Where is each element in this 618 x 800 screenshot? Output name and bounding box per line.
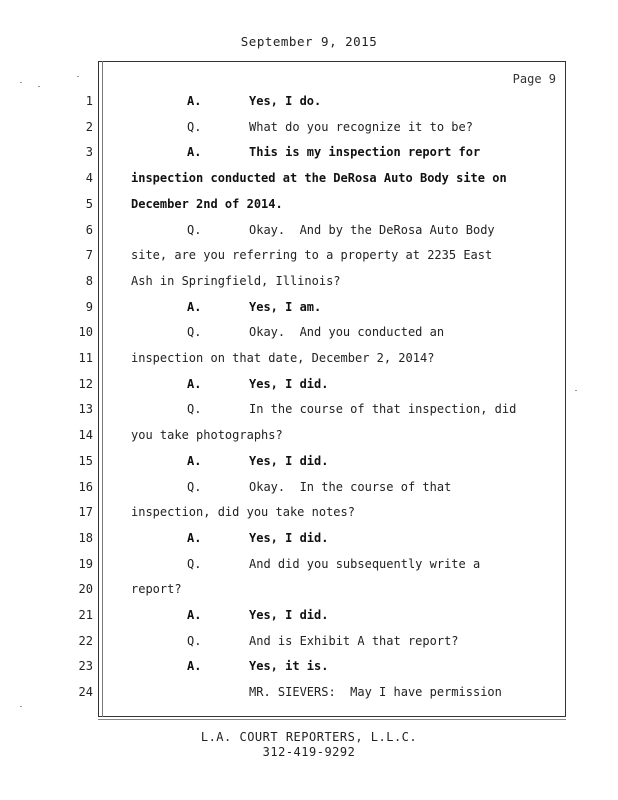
line-text: inspection on that date, December 2, 2014? xyxy=(131,351,435,365)
line-text: Yes, I do. xyxy=(249,94,322,108)
line-text: you take photographs? xyxy=(131,428,283,443)
line-number: 24 xyxy=(78,685,93,700)
line-number: 4 xyxy=(85,171,93,186)
line-number: 11 xyxy=(78,351,93,365)
line-text: Yes, I did. xyxy=(249,530,329,545)
line-speaker: A. xyxy=(187,659,202,674)
line-text: And did you subsequently write a xyxy=(249,556,481,571)
line-number: 22 xyxy=(78,633,93,648)
line-number: 1 xyxy=(85,94,93,108)
line-speaker: A. xyxy=(187,376,202,391)
line-speaker: Q. xyxy=(187,119,202,134)
line-number: 15 xyxy=(78,453,93,468)
line-text: Okay. And by the DeRosa Auto Body xyxy=(249,222,495,237)
line-number: 12 xyxy=(78,376,93,391)
scan-speck xyxy=(575,390,577,391)
line-number: 17 xyxy=(78,505,93,520)
transcript-frame xyxy=(98,61,566,717)
scan-speck xyxy=(20,82,22,83)
frame-bottom-rule xyxy=(98,719,566,720)
line-text: Yes, I did. xyxy=(249,376,329,391)
scan-speck xyxy=(20,706,22,707)
line-number: 14 xyxy=(78,428,93,443)
line-text: Yes, it is. xyxy=(249,659,329,674)
line-text: Ash in Springfield, Illinois? xyxy=(131,273,341,288)
line-text: MR. SIEVERS: May I have permission xyxy=(249,685,502,700)
footer-company: L.A. COURT REPORTERS, L.L.C. xyxy=(200,730,418,744)
line-text: This is my inspection report for xyxy=(249,145,481,160)
line-number: 7 xyxy=(85,248,93,263)
line-number: 19 xyxy=(78,556,93,571)
line-speaker: Q. xyxy=(187,222,202,237)
line-number: 9 xyxy=(85,299,93,314)
scan-speck xyxy=(77,76,79,77)
line-speaker: A. xyxy=(187,145,202,160)
line-number: 5 xyxy=(85,196,93,211)
scan-speck xyxy=(38,86,40,87)
line-speaker: Q. xyxy=(187,402,202,417)
line-speaker: A. xyxy=(187,530,202,545)
line-speaker: Q. xyxy=(187,556,202,571)
line-number: 8 xyxy=(85,273,93,288)
line-number: 18 xyxy=(78,530,93,545)
line-text: site, are you referring to a property at 2235 East xyxy=(131,248,493,263)
line-number: 6 xyxy=(85,222,93,237)
line-text: Okay. In the course of that xyxy=(249,479,452,494)
line-speaker: Q. xyxy=(187,633,202,648)
line-text: Yes, I did. xyxy=(249,453,329,468)
line-speaker: A. xyxy=(187,453,202,468)
line-speaker: A. xyxy=(187,608,202,622)
line-speaker: A. xyxy=(187,299,202,314)
line-text: Okay. And you conducted an xyxy=(249,325,445,340)
line-speaker: A. xyxy=(187,94,202,108)
line-number: 2 xyxy=(85,119,93,134)
line-speaker: Q. xyxy=(187,325,202,340)
line-text: And is Exhibit A that report? xyxy=(249,633,459,648)
line-text: What do you recognize it to be? xyxy=(249,119,473,134)
line-number: 21 xyxy=(78,608,93,622)
line-number: 13 xyxy=(78,402,93,417)
line-number: 20 xyxy=(78,582,93,597)
line-number: 10 xyxy=(78,325,93,340)
line-text: inspection, did you take notes? xyxy=(131,505,355,520)
line-text: In the course of that inspection, did xyxy=(249,402,517,417)
footer-phone: 312-419-9292 xyxy=(262,745,356,759)
line-text: December 2nd of 2014. xyxy=(131,196,283,211)
line-number: 3 xyxy=(85,145,93,160)
line-text: Yes, I am. xyxy=(249,299,322,314)
line-speaker: Q. xyxy=(187,479,202,494)
line-text: report? xyxy=(131,582,182,597)
line-number: 16 xyxy=(78,479,93,494)
page-number: Page 9 xyxy=(512,72,556,86)
line-text: inspection conducted at the DeRosa Auto Body site on xyxy=(131,171,507,186)
line-number: 23 xyxy=(78,659,93,674)
margin-rule xyxy=(102,61,103,717)
header-date: September 9, 2015 xyxy=(240,34,378,49)
line-text: Yes, I did. xyxy=(249,608,329,622)
